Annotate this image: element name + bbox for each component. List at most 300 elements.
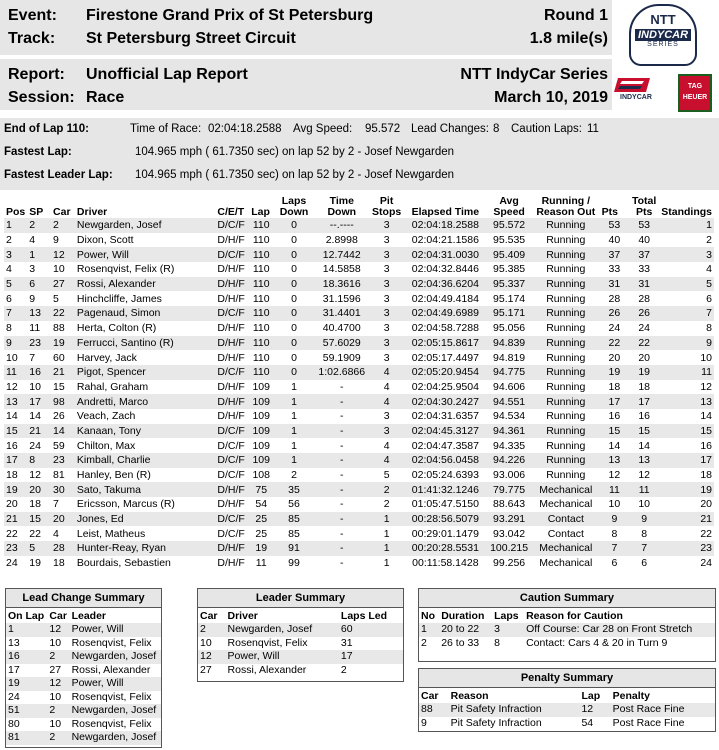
cell-running: Running bbox=[532, 277, 600, 292]
lead-change-row bbox=[6, 623, 161, 637]
table-row bbox=[4, 438, 714, 453]
cell-total-pts: 31 bbox=[629, 277, 659, 292]
cell-pos: 24 bbox=[6, 557, 18, 570]
cell-standings: 6 bbox=[706, 292, 712, 305]
cell-standings: 13 bbox=[659, 394, 714, 409]
cell-pts: 13 bbox=[600, 453, 630, 468]
cell-standings: 2 bbox=[706, 234, 712, 247]
cell-lap: 110 bbox=[249, 218, 273, 233]
cell-pos: 6 bbox=[6, 292, 12, 305]
cell-standings: 23 bbox=[659, 541, 714, 556]
lead-change-row-cell: Rosenqvist, Felix bbox=[71, 690, 152, 703]
lead-change-row-cell: 17 bbox=[8, 663, 20, 676]
table-row bbox=[4, 321, 714, 336]
caution-summary bbox=[418, 588, 716, 662]
indycar-logo-ntt: NTT bbox=[650, 12, 676, 27]
cell-driver: Pagenaud, Simon bbox=[75, 306, 215, 321]
cell-driver: Pigot, Spencer bbox=[75, 365, 215, 380]
table-row bbox=[4, 291, 714, 306]
table-row bbox=[4, 247, 714, 262]
col-laps-down-1: Laps bbox=[281, 195, 307, 207]
cell-elapsed: 02:04:32.8446 bbox=[411, 263, 479, 276]
cell-cet: D/C/F bbox=[215, 424, 249, 439]
cs-col-laps: Laps bbox=[494, 609, 519, 622]
cell-running: Contact bbox=[547, 527, 584, 540]
cell-car: 18 bbox=[53, 557, 65, 570]
cell-sp: 10 bbox=[29, 380, 41, 393]
cell-time-down: 59.1909 bbox=[322, 351, 361, 364]
table-row bbox=[4, 424, 714, 439]
cell-lap: 110 bbox=[252, 351, 270, 364]
cell-elapsed: 00:11:58.1428 bbox=[412, 557, 479, 570]
cell-standings: 17 bbox=[659, 453, 714, 468]
cell-time-down: - bbox=[340, 380, 344, 393]
cell-avg-speed: 94.226 bbox=[486, 453, 532, 468]
cell-sp: 5 bbox=[27, 541, 51, 556]
leader-row-cell: Rosenqvist, Felix bbox=[227, 636, 308, 649]
cell-lap: 110 bbox=[252, 292, 270, 305]
cell-sp: 15 bbox=[27, 512, 51, 527]
lead-change-row-cell: Newgarden, Josef bbox=[70, 650, 161, 664]
leader-row-cell: 60 bbox=[339, 623, 403, 637]
cell-car: 81 bbox=[53, 469, 65, 482]
col-car: Car bbox=[53, 206, 71, 218]
table-row bbox=[4, 468, 714, 483]
cell-time-down: - bbox=[315, 453, 369, 468]
cell-car: 15 bbox=[53, 380, 65, 393]
cell-cet: D/H/F bbox=[217, 234, 245, 247]
cell-sp: 20 bbox=[27, 482, 51, 497]
table-row bbox=[4, 482, 714, 497]
cell-standings: 18 bbox=[700, 469, 712, 482]
cell-car: 27 bbox=[51, 277, 75, 292]
cell-pos: 12 bbox=[6, 380, 18, 393]
lead-changes-label: Lead Changes: bbox=[411, 123, 490, 135]
cell-pit-stops: 3 bbox=[383, 263, 390, 276]
lead-change-row-cell: 10 bbox=[49, 717, 62, 730]
cell-car: 9 bbox=[53, 234, 59, 247]
caution-row-cell: Off Course: Car 28 on Front Stretch bbox=[524, 623, 715, 637]
cell-pit-stops: 1 bbox=[383, 527, 390, 540]
ps-col-lap: Lap bbox=[581, 689, 601, 702]
cell-standings: 1 bbox=[659, 218, 714, 233]
cell-cet: D/H/F bbox=[215, 336, 249, 351]
caution-row-cell: 2 bbox=[421, 636, 427, 649]
cell-time-down: 18.3616 bbox=[315, 277, 369, 292]
cell-pts: 53 bbox=[600, 218, 630, 233]
cell-time-down: --.---- bbox=[315, 218, 369, 233]
round: Round 1 bbox=[544, 7, 608, 24]
table-row bbox=[4, 233, 714, 248]
caution-laps-label: Caution Laps: bbox=[511, 123, 582, 135]
cell-total-pts: 22 bbox=[629, 336, 659, 351]
cell-pos: 18 bbox=[6, 469, 18, 482]
lead-change-row-cell: Power, Will bbox=[70, 623, 161, 637]
penalty-row-cell: Pit Safety Infraction bbox=[449, 703, 580, 717]
lead-change-row-cell: 2 bbox=[47, 731, 69, 745]
cell-pit-stops: 3 bbox=[369, 218, 405, 233]
cell-avg-speed: 95.056 bbox=[493, 322, 526, 335]
cell-laps-down: 85 bbox=[273, 512, 315, 527]
cell-standings: 14 bbox=[700, 410, 712, 423]
cell-running: Contact bbox=[532, 512, 600, 527]
cell-laps-down: 0 bbox=[273, 247, 315, 262]
cell-elapsed: 01:05:47.5150 bbox=[411, 498, 479, 511]
cell-avg-speed: 95.174 bbox=[493, 292, 526, 305]
cell-running: Running bbox=[546, 439, 586, 452]
indycar-logo bbox=[629, 4, 697, 66]
cell-laps-down: 2 bbox=[291, 469, 297, 482]
caution-laps: 11 bbox=[587, 123, 599, 135]
leader-row bbox=[198, 637, 403, 651]
col-avg-speed-2: Speed bbox=[493, 206, 525, 218]
col-sp: SP bbox=[29, 206, 44, 218]
col-driver: Driver bbox=[76, 206, 108, 218]
leader-row-cell: 2 bbox=[340, 663, 347, 676]
cell-laps-down: 0 bbox=[273, 365, 315, 380]
cell-elapsed: 02:04:25.9504 bbox=[411, 380, 479, 393]
cell-standings: 22 bbox=[700, 527, 712, 540]
report-header bbox=[0, 0, 719, 113]
cell-pos: 10 bbox=[6, 351, 18, 364]
penalty-row-cell: 12 bbox=[579, 703, 610, 717]
cell-pit-stops: 3 bbox=[369, 306, 405, 321]
cell-running: Running bbox=[546, 410, 586, 423]
leader-row-cell: 10 bbox=[200, 636, 212, 649]
lead-change-row bbox=[6, 704, 161, 718]
lead-change-row-cell: 81 bbox=[6, 731, 47, 745]
cell-driver: Power, Will bbox=[75, 247, 215, 262]
col-standings: Standings bbox=[661, 206, 712, 218]
lead-change-row-cell: 10 bbox=[49, 636, 62, 649]
cell-pts: 22 bbox=[600, 336, 630, 351]
caution-row bbox=[419, 637, 715, 651]
cell-sp: 13 bbox=[27, 306, 51, 321]
cell-standings: 5 bbox=[659, 277, 714, 292]
cell-avg-speed: 94.361 bbox=[486, 424, 532, 439]
cell-elapsed: 02:04:49.4184 bbox=[411, 292, 479, 305]
table-row bbox=[4, 512, 714, 527]
cell-cet: D/C/F bbox=[217, 469, 245, 482]
report-label: Report: bbox=[8, 66, 65, 83]
indycar-flag-logo bbox=[614, 76, 654, 102]
cell-pit-stops: 4 bbox=[369, 453, 405, 468]
cell-avg-speed: 95.337 bbox=[486, 277, 532, 292]
cell-time-down: - bbox=[315, 512, 369, 527]
cell-lap: 109 bbox=[252, 380, 270, 393]
cell-pts: 12 bbox=[608, 469, 621, 482]
cell-total-pts: 16 bbox=[638, 410, 650, 423]
cell-avg-speed: 94.819 bbox=[493, 351, 526, 364]
cell-pos: 11 bbox=[4, 365, 27, 380]
cell-car: 19 bbox=[51, 336, 75, 351]
cell-time-down: 2.8998 bbox=[325, 234, 358, 247]
leader-row bbox=[198, 650, 403, 664]
cell-pts: 33 bbox=[608, 263, 621, 276]
cell-total-pts: 33 bbox=[638, 263, 650, 276]
cell-pts: 8 bbox=[611, 527, 618, 540]
cell-laps-down: 1 bbox=[273, 394, 315, 409]
cell-sp: 11 bbox=[29, 322, 41, 335]
lead-change-row bbox=[6, 637, 161, 651]
ls-col-car: Car bbox=[200, 609, 218, 622]
cell-avg-speed: 93.006 bbox=[493, 469, 526, 482]
cell-pos: 17 bbox=[4, 453, 27, 468]
cell-cet: D/C/F bbox=[215, 453, 249, 468]
cell-sp: 19 bbox=[29, 557, 41, 570]
penalty-summary-title: Penalty Summary bbox=[419, 669, 715, 688]
cell-car: 2 bbox=[51, 218, 75, 233]
lead-change-row-cell: Power, Will bbox=[70, 677, 161, 691]
cell-car: 26 bbox=[53, 410, 65, 423]
lead-change-title: Lead Change Summary bbox=[6, 589, 161, 608]
cell-laps-down: 1 bbox=[291, 380, 297, 393]
cell-pos: 21 bbox=[4, 512, 27, 527]
cell-running: Running bbox=[532, 365, 600, 380]
cell-pit-stops: 4 bbox=[369, 394, 405, 409]
cell-running: Mechanical bbox=[539, 557, 593, 570]
cell-laps-down: 35 bbox=[273, 482, 315, 497]
lead-change-row-cell: 12 bbox=[47, 677, 69, 691]
cell-avg-speed: 100.215 bbox=[486, 541, 532, 556]
cell-cet: D/H/F bbox=[217, 292, 245, 305]
cell-car: 22 bbox=[51, 306, 75, 321]
cell-cet: D/H/F bbox=[217, 263, 245, 276]
lead-change-row-cell: 2 bbox=[47, 650, 69, 664]
cell-driver: Herta, Colton (R) bbox=[76, 322, 157, 335]
cell-total-pts: 7 bbox=[629, 541, 659, 556]
cell-sp: 6 bbox=[27, 277, 51, 292]
cell-avg-speed: 95.572 bbox=[486, 218, 532, 233]
lead-change-row-cell: 10 bbox=[49, 690, 62, 703]
cell-driver: Rahal, Graham bbox=[76, 380, 149, 393]
leader-row-cell: 12 bbox=[198, 650, 226, 664]
time-of-race-label: Time of Race: bbox=[130, 123, 202, 135]
cell-total-pts: 9 bbox=[629, 512, 659, 527]
cell-pts: 18 bbox=[608, 380, 621, 393]
cell-driver: Kimball, Charlie bbox=[75, 453, 215, 468]
cell-pos: 19 bbox=[4, 482, 27, 497]
lead-change-row-cell: 51 bbox=[6, 704, 47, 718]
cell-avg-speed: 79.775 bbox=[486, 482, 532, 497]
col-laps-down bbox=[273, 196, 315, 218]
fastest-lap: 104.965 mph ( 61.7350 sec) on lap 52 by 2 - Josef Newgarden bbox=[135, 146, 455, 158]
tag-logo-bottom: HEUER bbox=[682, 94, 708, 101]
cell-total-pts: 18 bbox=[638, 380, 650, 393]
cell-laps-down: 1 bbox=[291, 439, 297, 452]
results-header-row bbox=[4, 196, 714, 218]
cell-pit-stops: 3 bbox=[383, 410, 390, 423]
cell-lap: 54 bbox=[255, 498, 268, 511]
cell-car: 5 bbox=[53, 292, 59, 305]
col-running-1: Running / bbox=[541, 195, 590, 207]
cell-total-pts: 8 bbox=[641, 527, 648, 540]
table-row bbox=[4, 556, 714, 571]
cell-car: 28 bbox=[51, 541, 75, 556]
cell-car: 12 bbox=[51, 247, 75, 262]
cell-running: Mechanical bbox=[532, 482, 600, 497]
cell-standings: 4 bbox=[706, 263, 712, 276]
leader-row-cell: Newgarden, Josef bbox=[226, 623, 339, 637]
cell-laps-down: 1 bbox=[273, 424, 315, 439]
cell-running: Running bbox=[532, 218, 600, 233]
cell-running: Running bbox=[532, 306, 600, 321]
flag-logo-text: INDYCAR bbox=[620, 94, 652, 101]
cell-cet: D/C/F bbox=[217, 527, 245, 540]
lead-changes: 8 bbox=[493, 123, 500, 135]
cell-car: 14 bbox=[51, 424, 75, 439]
cell-car: 30 bbox=[51, 482, 75, 497]
cell-time-down: - bbox=[340, 527, 344, 540]
cell-lap: 109 bbox=[249, 453, 273, 468]
cell-pos: 7 bbox=[4, 306, 27, 321]
avg-speed: 95.572 bbox=[365, 123, 401, 135]
cell-sp: 2 bbox=[27, 218, 51, 233]
cell-running: Running bbox=[532, 453, 600, 468]
cell-time-down: 40.4700 bbox=[322, 322, 361, 335]
penalty-row-cell: 88 bbox=[419, 703, 449, 717]
cell-avg-speed: 88.643 bbox=[493, 498, 526, 511]
col-total-pts bbox=[629, 196, 659, 218]
event-name: Firestone Grand Prix of St Petersburg bbox=[86, 7, 374, 24]
lead-change-row-cell: 27 bbox=[49, 663, 62, 676]
lead-change-row-cell: 13 bbox=[8, 636, 20, 649]
cell-lap: 108 bbox=[252, 469, 270, 482]
lc-col-leader: Leader bbox=[71, 609, 107, 622]
cell-elapsed: 02:04:31.6357 bbox=[411, 410, 479, 423]
cell-elapsed: 02:04:31.0030 bbox=[405, 247, 487, 262]
cell-cet: D/C/F bbox=[215, 247, 249, 262]
event-label: Event: bbox=[8, 7, 57, 24]
cell-laps-down: 0 bbox=[273, 306, 315, 321]
cell-total-pts: 37 bbox=[629, 247, 659, 262]
leader-row-cell: 17 bbox=[339, 650, 403, 664]
cell-lap: 110 bbox=[252, 234, 270, 247]
col-pit-stops bbox=[369, 196, 405, 218]
cell-standings: 10 bbox=[700, 351, 712, 364]
cell-standings: 12 bbox=[700, 380, 712, 393]
cell-elapsed: 02:04:18.2588 bbox=[405, 218, 487, 233]
lead-change-row bbox=[6, 677, 161, 691]
col-pos: Pos bbox=[6, 206, 26, 218]
lead-change-row-cell: Newgarden, Josef bbox=[70, 704, 161, 718]
cell-pts: 40 bbox=[608, 234, 621, 247]
cell-pos: 14 bbox=[6, 410, 18, 423]
lead-change-row bbox=[6, 691, 161, 705]
track-name: St Petersburg Street Circuit bbox=[86, 30, 296, 47]
cell-driver: Bourdais, Sebastien bbox=[76, 557, 171, 570]
cell-driver: Kanaan, Tony bbox=[75, 424, 215, 439]
cell-pts: 15 bbox=[600, 424, 630, 439]
caution-row-cell: 8 bbox=[494, 636, 500, 649]
leader-row-cell: Power, Will bbox=[226, 650, 339, 664]
cell-lap: 109 bbox=[249, 394, 273, 409]
cell-time-down: - bbox=[340, 439, 344, 452]
results-body bbox=[4, 218, 714, 571]
ps-col-penalty: Penalty bbox=[612, 689, 650, 702]
cell-cet: D/C/F bbox=[215, 365, 249, 380]
cell-total-pts: 26 bbox=[629, 306, 659, 321]
cell-driver: Veach, Zach bbox=[76, 410, 136, 423]
cell-pts: 19 bbox=[600, 365, 630, 380]
cell-time-down: 12.7442 bbox=[315, 247, 369, 262]
col-lap: Lap bbox=[251, 206, 270, 218]
cell-total-pts: 17 bbox=[629, 394, 659, 409]
cell-lap: 25 bbox=[255, 527, 268, 540]
cell-standings: 9 bbox=[659, 336, 714, 351]
cell-sp: 9 bbox=[29, 292, 36, 305]
cell-time-down: - bbox=[340, 469, 344, 482]
cell-sp: 18 bbox=[29, 498, 41, 511]
cell-elapsed: 00:28:56.5079 bbox=[405, 512, 487, 527]
cell-total-pts: 24 bbox=[638, 322, 650, 335]
tag-logo-top: TAG bbox=[687, 83, 703, 90]
cell-driver: Harvey, Jack bbox=[76, 351, 137, 364]
cell-cet: D/H/F bbox=[215, 394, 249, 409]
cell-elapsed: 00:20:28.5531 bbox=[405, 541, 487, 556]
table-row bbox=[4, 262, 714, 277]
cell-elapsed: 02:04:56.0458 bbox=[405, 453, 487, 468]
col-time-down-2: Down bbox=[327, 206, 357, 218]
cell-elapsed: 01:41:32.1246 bbox=[405, 482, 487, 497]
cell-pit-stops: 2 bbox=[383, 498, 390, 511]
penalty-row-cell: Pit Safety Infraction bbox=[450, 716, 542, 729]
cell-running: Running bbox=[532, 394, 600, 409]
cell-avg-speed: 94.606 bbox=[493, 380, 526, 393]
cell-laps-down: 99 bbox=[288, 557, 300, 570]
cell-pos: 23 bbox=[4, 541, 27, 556]
cell-pos: 9 bbox=[4, 336, 27, 351]
table-row bbox=[4, 336, 714, 351]
cell-pit-stops: 3 bbox=[369, 336, 405, 351]
cell-car: 7 bbox=[53, 498, 59, 511]
lead-change-row bbox=[6, 718, 161, 732]
lead-change-row bbox=[6, 664, 161, 678]
cell-standings: 7 bbox=[659, 306, 714, 321]
cell-pit-stops: 1 bbox=[369, 541, 405, 556]
cell-avg-speed: 94.775 bbox=[486, 365, 532, 380]
cell-avg-speed: 93.291 bbox=[486, 512, 532, 527]
cell-elapsed: 02:05:20.9454 bbox=[405, 365, 487, 380]
ls-col-laps-led: Laps Led bbox=[340, 609, 387, 622]
cell-cet: D/C/F bbox=[215, 306, 249, 321]
cell-elapsed: 02:05:17.4497 bbox=[411, 351, 479, 364]
cell-pit-stops: 3 bbox=[369, 247, 405, 262]
cell-cet: D/H/F bbox=[217, 557, 245, 570]
lc-col-car: Car bbox=[49, 609, 67, 622]
col-laps-down-2: Down bbox=[279, 206, 309, 218]
cell-time-down: 31.1596 bbox=[322, 292, 361, 305]
lead-change-row-cell: 80 bbox=[8, 717, 20, 730]
cell-lap: 110 bbox=[252, 322, 270, 335]
cell-sp: 16 bbox=[27, 365, 51, 380]
caution-row-cell: Contact: Cars 4 & 20 in Turn 9 bbox=[526, 636, 668, 649]
cell-cet: D/H/F bbox=[217, 380, 245, 393]
col-total-pts-1: Total bbox=[632, 195, 657, 207]
cell-elapsed: 02:04:30.2427 bbox=[405, 394, 487, 409]
cell-time-down: - bbox=[340, 498, 344, 511]
cell-running: Mechanical bbox=[539, 498, 593, 511]
cell-lap: 11 bbox=[255, 557, 267, 570]
cell-laps-down: 1 bbox=[291, 410, 297, 423]
table-row bbox=[4, 350, 714, 365]
cell-pos: 3 bbox=[4, 247, 27, 262]
cell-car: 4 bbox=[53, 527, 59, 540]
cell-laps-down: 0 bbox=[291, 234, 297, 247]
cell-laps-down: 0 bbox=[291, 263, 297, 276]
penalty-row bbox=[419, 717, 715, 731]
cell-cet: D/C/F bbox=[215, 218, 249, 233]
